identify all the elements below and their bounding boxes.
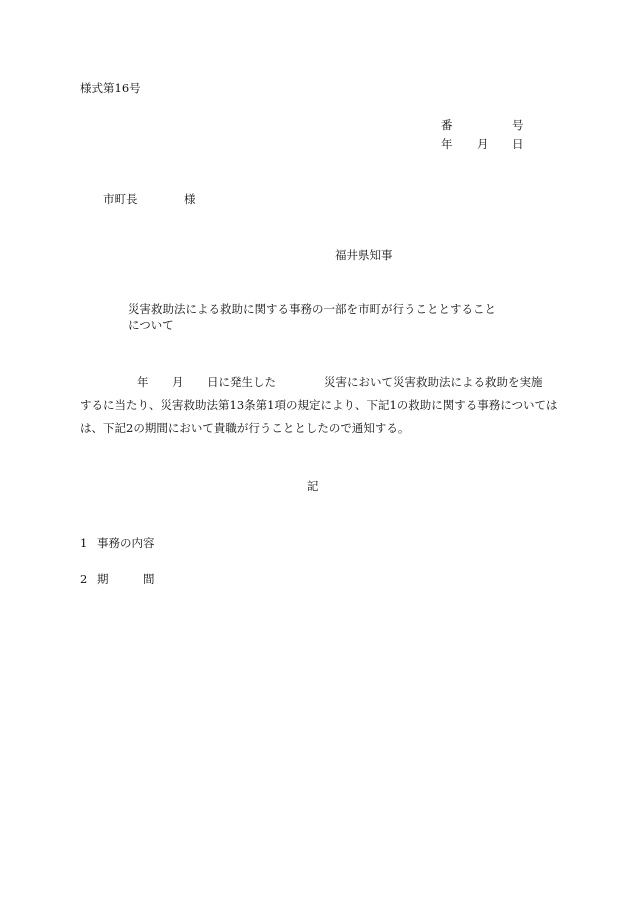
sender-name: 福井県知事 <box>335 248 393 262</box>
item-number: 2 <box>80 572 88 586</box>
body-month-label: 月 <box>172 375 184 389</box>
addressee-honorific: 様 <box>184 192 196 206</box>
item-label-part: 期 <box>97 572 109 586</box>
subject-line-2: について <box>128 318 174 332</box>
ki-heading: 記 <box>307 479 319 493</box>
item-label-part: 間 <box>143 572 155 586</box>
item-label: 事務の内容 <box>97 536 155 550</box>
body-year-label: 年 <box>137 375 149 389</box>
date-month-label: 月 <box>477 137 489 151</box>
subject-line-1: 災害救助法による救助に関する事務の一部を市町が行うこととすること <box>128 302 496 316</box>
form-number: 様式第16号 <box>80 81 141 95</box>
date-day-label: 日 <box>512 137 524 151</box>
reference-number-label-go: 号 <box>512 118 524 132</box>
reference-number-label-ban: 番 <box>441 118 453 132</box>
body-line-1: 災害において災害救助法による救助を実施 <box>324 375 543 389</box>
body-line-2: するに当たり、災害救助法第13条第1項の規定により、下記1の救助に関する事務については <box>80 398 558 412</box>
item-number: 1 <box>80 536 88 550</box>
body-day-occurred: 日に発生した <box>207 375 276 389</box>
date-year-label: 年 <box>441 137 453 151</box>
addressee-title: 市町長 <box>103 192 138 206</box>
body-line-3: は、下記2の期間において貴職が行うこととしたので通知する。 <box>80 421 410 435</box>
